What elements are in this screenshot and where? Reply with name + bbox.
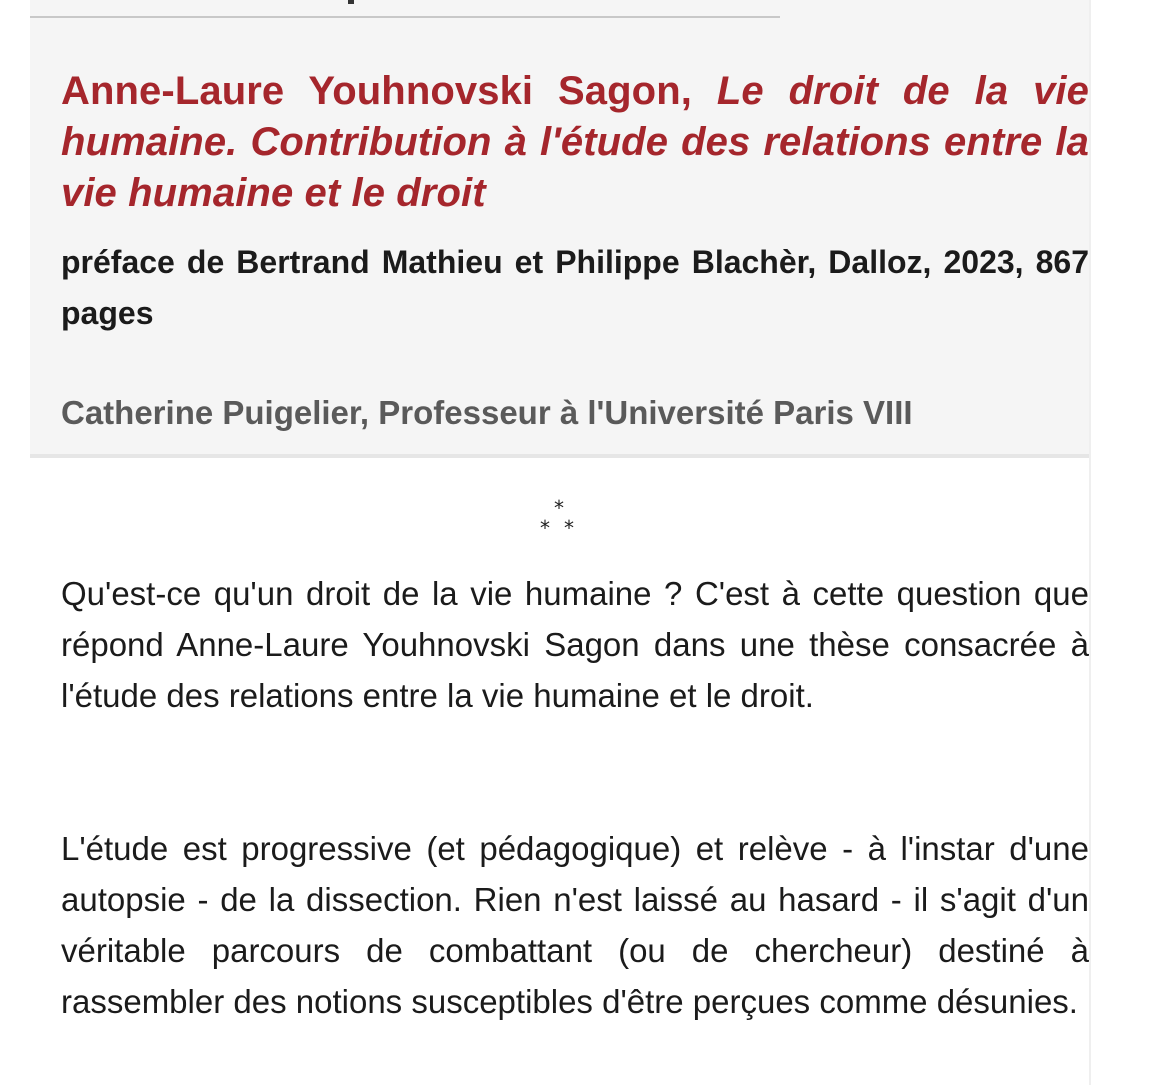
reviewer-byline: Catherine Puigelier, Professeur à l'Université Paris VIII bbox=[61, 394, 913, 431]
asterisk-top: * bbox=[554, 496, 564, 520]
publication-info: préface de Bertrand Mathieu et Philippe Blachèr, Dalloz, 2023, 867 pages bbox=[61, 244, 1089, 331]
right-margin-rule bbox=[1089, 0, 1091, 1085]
asterisk-right: * bbox=[564, 516, 574, 540]
asterisk-left: * bbox=[540, 516, 550, 540]
previous-section-edge bbox=[30, 0, 1089, 18]
cut-off-glyph bbox=[348, 0, 354, 4]
book-author: Anne-Laure Youhnovski Sagon, bbox=[61, 69, 692, 113]
body-paragraph-1: Qu'est-ce qu'un droit de la vie humaine ? C'est à cette question que répond Anne-Laure Youhnovski Sagon dans une thèse consacrée à l'étude des relations entre la vie humaine et le droit. bbox=[61, 575, 1089, 714]
book-work-title: Le droit de la vie humaine. Contribution à l'étude des relations entre la vie humaine et le droit bbox=[61, 69, 1089, 215]
asterism-separator bbox=[537, 498, 583, 542]
body-paragraph-2: L'étude est progressive (et pédagogique) et relève - à l'instar d'une autopsie - de la dissection. Rien n'est laissé au hasard - il s'agit d'un véritable parcours de combattant (ou de chercheur) destiné à rassembler des notions susceptibles d'être perçues comme désunies. bbox=[61, 830, 1089, 1020]
book-title bbox=[61, 66, 1089, 219]
